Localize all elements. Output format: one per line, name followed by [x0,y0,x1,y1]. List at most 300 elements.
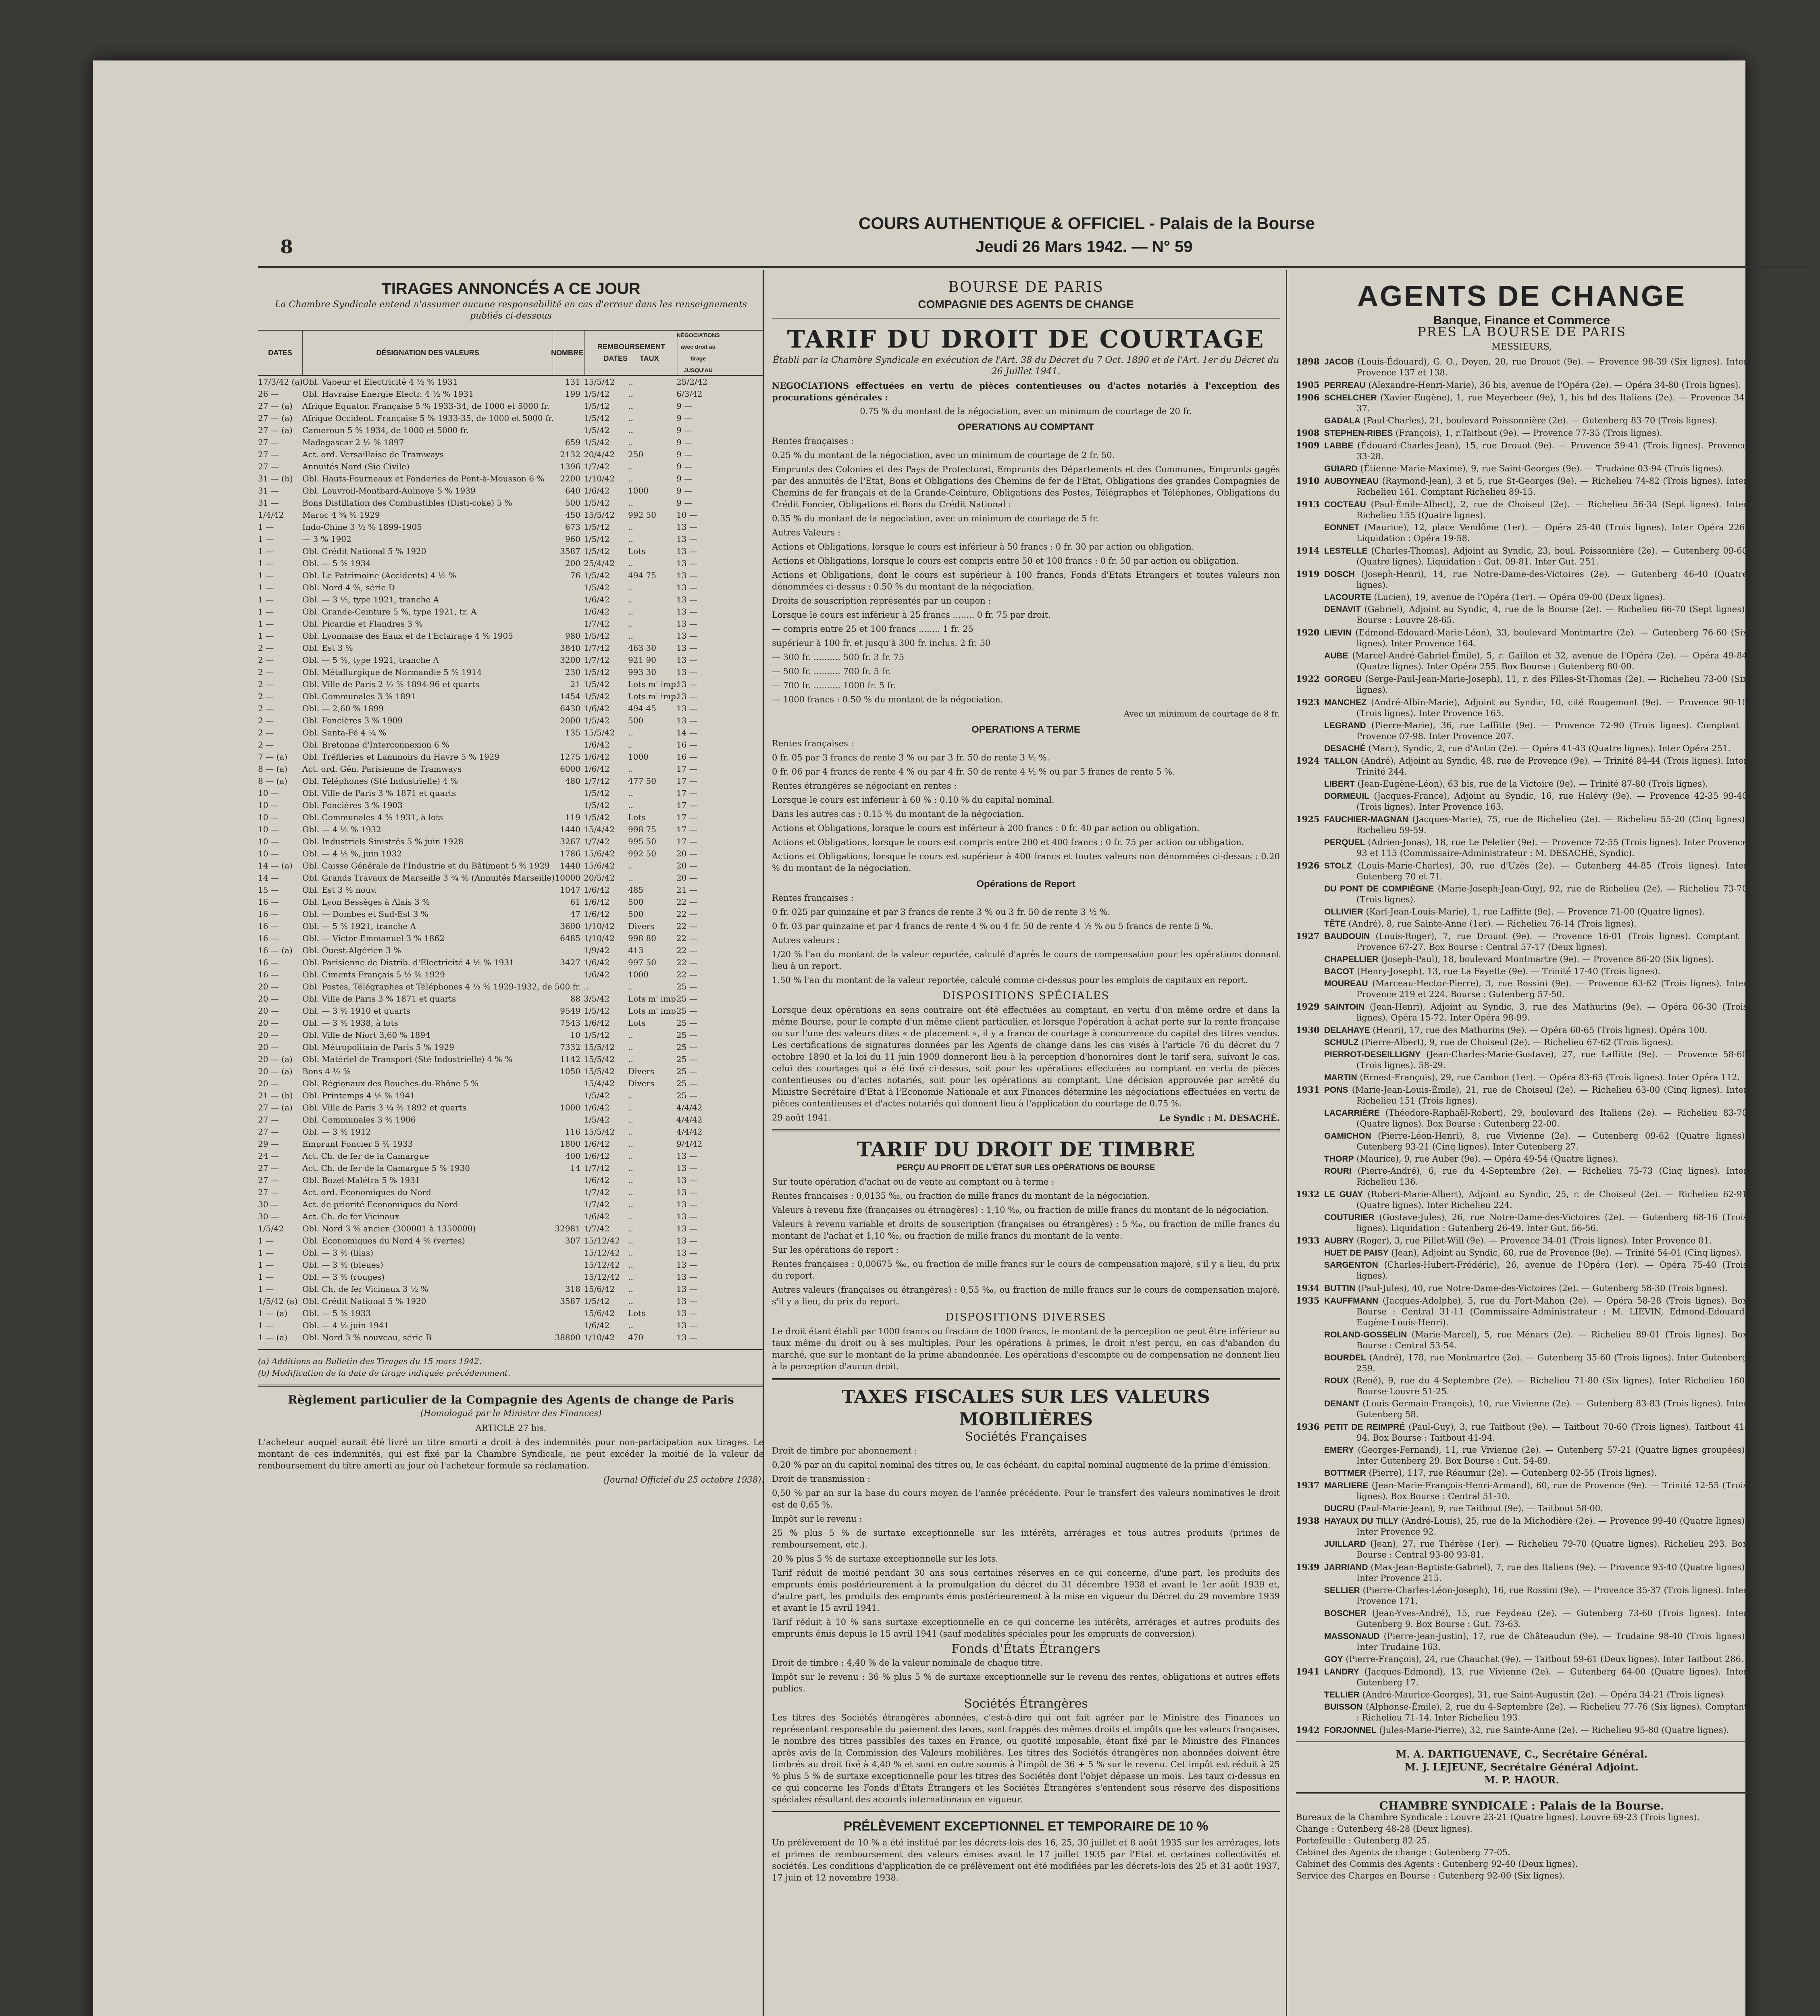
row-nombre [552,787,584,799]
row-negociation: 17 — [676,812,697,822]
row-taux: .. [628,1187,633,1197]
societes-fr-line: Droit de timbre par abonnement : [772,1446,917,1456]
agent-name: SARGENTON [1324,1260,1378,1270]
agent-name: PERREAU [1324,381,1366,390]
agent-name: MARLIERE [1324,1481,1369,1490]
row-nombre: 980 [565,631,580,641]
row-date: 16 — [258,958,279,967]
agent-info: (Pierre-Charles-Léon-Joseph), 16, rue Rossini (9e). — Provence 35-37 (Trois lignes). Inter Provence 171. [1356,1585,1747,1606]
agent-info: (Joseph-Paul), 18, boulevard Montmartre (9e). — Provence 86-20 (Six lignes). [1381,954,1714,964]
agent-name: ROURI [1324,1166,1352,1176]
row-nombre [552,400,584,412]
table-row [258,835,764,848]
row-date: 1 — [258,631,274,641]
comptant-line: — 500 fr. .......... 700 fr. 5 fr. [772,666,891,676]
agent-name: BOURDEL [1324,1353,1366,1362]
agent-entry [1296,1248,1747,1258]
row-date: 10 — [258,825,279,834]
row-taux: .. [628,1054,633,1064]
row-designation: Obl. Louvroil-Montbard-Aulnoye 5 % 1939 [302,486,476,496]
row-designation: Bons 4 ½ % [302,1066,351,1076]
agent-name: LIEVIN [1324,628,1352,637]
table-row [258,557,764,569]
report-line: Autres valeurs : [772,935,840,945]
agent-year: 1935 [1296,1295,1320,1306]
row-date: 17/3/42 (a) [258,377,303,387]
agent-year: 1930 [1296,1025,1320,1035]
row-designation: Obl. — Dombes et Sud-Est 3 % [302,909,428,919]
agent-info: (Georges-Fernand), 11, rue Vivienne (2e). — Gutenberg 57-21 (Quatre lignes groupées). Inter Gutenberg 29. Box Bourse : Gut. 54-89. [1356,1445,1747,1466]
row-designation: Afrique Equator. Française 5 % 1933-34, de 1000 et 5000 fr. [302,401,550,411]
chambre-line: Bureaux de la Chambre Syndicale : Louvre 23-21 (Quatre lignes). Louvre 69-23 (Trois lignes). [1296,1812,1700,1822]
agent-name: LABBE [1324,441,1354,450]
row-rembours-date: 1/5/42 [584,425,610,435]
timbre-line: Rentes françaises : 0,00675 ‰, ou fraction de mille francs sur le cours de compensation majoré, s'il y a lieu, du prix du report. [772,1259,1280,1281]
agent-year: 1941 [1296,1666,1320,1677]
agent-info: (Paul-Jules), 40, rue Notre-Dame-des-Victoires (2e). — Gutenberg 58-30 (Trois lignes). [1358,1283,1728,1293]
agent-entry [1296,650,1747,672]
row-negociation: 16 — [676,752,697,762]
row-rembours-date: 1/6/42 [584,486,610,496]
row-designation: Obl. Lyon Bessèges à Alais 3 % [302,897,430,907]
agent-info: (Pierre-Albert), 9, rue de Choiseul (2e). — Richelieu 67-62 (Trois lignes). [1361,1037,1673,1047]
row-rembours-date: 1/5/42 [584,534,610,544]
row-rembours-date: 1/7/42 [584,655,610,665]
agent-year: 1908 [1296,428,1320,438]
row-designation: Obl. — 5 % 1934 [302,558,371,568]
row-designation: Obl. Nord 4 %, série D [302,583,395,592]
row-taux: .. [628,1236,633,1245]
row-designation: Obl. Lyonnaise des Eaux et de l'Eclairage 4 % 1905 [302,631,513,641]
row-date: 30 — [258,1200,279,1209]
row-date: 20 — [258,1042,279,1052]
row-designation: Cameroun 5 % 1934, de 1000 et 5000 fr. [302,425,469,435]
row-date: 26 — [258,389,279,399]
agent-info: (Jacques-Adolphe), 5, rue du Fort-Mahon (2e). — Opéra 58-28 (Trois lignes). Box Bourse : Central 31-11 (Commissaire-Administrateur : M. LIEVIN, Edmond-Edouard-Eugène-Louis-Henri). [1356,1296,1747,1327]
row-rembours-date: 1/7/42 [584,1163,610,1173]
report-text [772,892,1280,986]
header-rule [258,266,1810,268]
row-designation: Act. Ch. de fer de la Camargue 5 % 1930 [302,1163,470,1173]
row-negociation: 13 — [676,1260,697,1270]
table-row [258,1283,764,1295]
row-date: 16 — [258,970,279,979]
table-row [258,1138,764,1150]
agent-entry [1296,1283,1747,1294]
agent-entry [1296,755,1747,777]
row-nombre: 1800 [560,1139,580,1149]
agent-name: STOLZ [1324,861,1352,871]
row-date: 20 — [258,994,279,1004]
row-date: 31 — (b) [258,474,293,483]
chambre-line: Change : Gutenberg 48-28 (Deux lignes). [1296,1824,1473,1834]
note-b: (b) Modification de la date de tirage indiquée précédemment. [258,1368,511,1378]
row-nombre: 131 [565,377,580,387]
agent-year: 1942 [1296,1725,1320,1735]
article-text: L'acheteur auquel aurait été livré un titre amorti a droit à des indemnités pour non-participation aux tirages. Le montant de ces indemnités, qui est fixé par la Chambre Syndicale, ne peut excéder la moitié de la valeur de remboursement du titre amorti au jour où l'acheteur formule sa réclamation. [258,1437,764,1470]
row-date: 2 — [258,740,274,750]
agent-year: 1914 [1296,546,1320,556]
agent-name: BUTTIN [1324,1284,1355,1293]
agent-entry [1296,1072,1747,1083]
agent-entry [1296,1515,1747,1537]
row-designation: Obl. Grands Travaux de Marseille 3 ¾ % (Annuités Marseille) [302,873,555,883]
row-rembours-date: 1/5/42 [584,546,610,556]
col-dates: DATES [258,331,303,375]
row-date: 27 — [258,1163,279,1173]
row-designation: Obl. Industriels Sinistrés 5 % juin 1928 [302,837,464,846]
agent-info: (Jean-Charles-Marie-Gustave), 27, rue Laffitte (9e). — Provence 58-60 (Trois lignes). 58-29. [1356,1050,1747,1070]
row-taux: .. [628,873,633,883]
row-negociation: 20 — [676,861,697,871]
table-row [258,944,764,956]
row-taux: .. [628,1151,633,1161]
row-date: 20 — [258,1006,279,1016]
row-date: 27 — [258,450,279,459]
agent-info: (Max-Jean-Baptiste-Gabriel), 7, rue des Italiens (9e). — Provence 93-40 (Quatre lignes). Inter Provence 215. [1356,1562,1747,1583]
societes-fr-line: 20 % plus 5 % de surtaxe exceptionnelle sur les lots. [772,1554,998,1564]
row-rembours-date: 15/5/42 [584,1054,615,1064]
row-date: 27 — [258,437,279,447]
row-taux: .. [628,1212,633,1221]
row-rembours-date: 1/5/42 [584,522,610,532]
row-negociation: 13 — [676,583,697,592]
agent-info: (Xavier-Eugène), 1, rue Meyerbeer (9e), 1, bis bd des Italiens (2e). — Provence 34-37. [1356,393,1747,413]
comptant-line: Actions et Obligations, lorsque le cours est inférieur à 50 francs : 0 fr. 30 par action ou obligation. [772,542,1194,552]
agent-info: (Louis-Édouard), G. O., Doyen, 20, rue Drouot (9e). — Provence 98-39 (Six lignes). Inter Provence 137 et 138. [1356,357,1747,377]
row-negociation: 17 — [676,800,697,810]
row-rembours-date: 1/5/42 [584,1006,610,1016]
agent-info: (Pierre), 117, rue Réaumur (2e). — Gutenberg 02-55 (Trois lignes). [1369,1468,1657,1478]
row-taux: 1000 [628,752,649,762]
agent-entry [1296,463,1747,474]
row-negociation: 13 — [676,558,697,568]
row-designation: Indo-Chine 3 ½ % 1899-1905 [302,522,422,532]
row-rembours-date: 1/6/42 [584,1103,610,1112]
dispositions-heading: DISPOSITIONS SPÉCIALES [942,990,1110,1002]
row-date: 27 — [258,1115,279,1125]
row-taux: .. [628,631,633,641]
row-designation: Obl. Tréfileries et Laminoirs du Havre 5 % 1929 [302,752,500,762]
terme-heading: OPERATIONS A TERME [971,724,1080,735]
agent-entry [1296,906,1747,917]
row-date: 10 — [258,800,279,810]
agent-year: 1922 [1296,674,1320,684]
agent-entry [1296,1468,1747,1479]
comptant-line: — 1000 francs : 0.50 % du montant de la négociation. [772,695,1003,704]
row-date: 1 — [258,583,274,592]
agent-year: 1909 [1296,440,1320,450]
agent-info: (Charles-Thomas), Adjoint au Syndic, 23, boul. Poissonnière (2e). — Gutenberg 09-60 (Quatre lignes). Liquidation : Gut. 09-81. Inter Gut. 251. [1356,546,1747,566]
row-rembours-date: 1/6/42 [584,704,610,713]
row-designation: Obl. — 5 % 1933 [302,1308,371,1318]
row-taux: .. [628,474,633,483]
row-designation: Obl. Bretonne d'Interconnexion 6 % [302,740,449,750]
agent-year: 1934 [1296,1283,1320,1293]
row-negociation: 22 — [676,909,697,919]
table-row [258,690,764,702]
row-date: 27 — [258,1127,279,1137]
row-taux: .. [628,1127,633,1137]
agent-entry [1296,720,1747,742]
row-rembours-date: 15/4/42 [584,825,615,834]
col-designation: DÉSIGNATION DES VALEURS [303,331,553,375]
agent-year: 1939 [1296,1562,1320,1572]
table-row [258,1198,764,1210]
agent-info: (Marie-Jean-Louis-Émile), 21, rue de Choiseul (2e). — Richelieu 63-00 (Cinq lignes). Inter Richelieu 151 (Trois lignes). [1352,1085,1747,1106]
row-rembours-date: 1/5/42 [584,667,610,677]
table-row [258,751,764,763]
row-designation: Act. ord. Versaillaise de Tramways [302,450,444,459]
comptant-line: Emprunts des Colonies et des Pays de Protectorat, Emprunts des Départements et des Communes, Emprunts gagés par des annuités de l'Etat, Bons et Obligations des Chemins de fer de l'Etat, Obligations des grandes Compagnies de Chemins de fer français et de la Grande-Ceinture, Obligations des Postes, Télégraphes et Téléphones, Obligations du Crédit Foncier, Obligations et Bons du Crédit National : [772,464,1280,509]
row-negociation: 17 — [676,788,697,798]
agent-entry [1296,1480,1747,1502]
agent-name: PETIT DE REIMPRÉ [1324,1422,1405,1432]
row-taux: 413 [628,946,644,955]
row-taux: .. [628,1296,633,1306]
row-nombre: 3200 [560,655,580,665]
row-rembours-date: 1/5/42 [584,788,610,798]
agent-info: (Jacques-Marie), 75, rue de Richelieu (2e). — Richelieu 55-20 (Cinq lignes). Richelieu 59-59. [1356,814,1747,835]
table-row [258,1223,764,1235]
row-taux: .. [628,607,633,616]
row-taux: Lots [628,1018,646,1028]
row-designation: Obl. Foncières 3 % 1903 [302,800,403,810]
row-nombre: 500 [565,498,580,508]
row-taux: .. [628,1163,633,1173]
table-row [258,497,764,509]
courtage-subtitle: Établi par la Chambre Syndicale en exécution de l'Art. 38 du Décret du 7 Oct. 1890 et de l'Art. 1er du Décret du 26 Juillet 1941. [772,355,1279,377]
article-source: (Journal Officiel du 25 octobre 1938). [603,1475,764,1485]
comptant-line: Actions et Obligations, dont le cours est supérieur à 100 francs, Fonds d'Etats Etrangers et toutes valeurs non dénommées ci-dessus : 0.50 % du montant de la négociation. [772,570,1280,591]
row-date: 27 — [258,1175,279,1185]
row-taux: 500 [628,909,644,919]
row-rembours-date: 1/6/42 [584,764,610,774]
row-negociation: 13 — [676,1236,697,1245]
agent-info: (Louis-Germain-François), 10, rue Vivienne (2e). — Gutenberg 83-83 (Trois lignes). Inter Gutenberg 58. [1356,1399,1747,1419]
comptant-line: Lorsque le cours est inférieur à 25 francs ........ 0 fr. 75 par droit. [772,610,1051,620]
row-nombre: 3587 [560,546,580,556]
agents-column [1296,278,1747,2016]
comptant-text [772,435,1280,706]
agent-name: EMERY [1324,1445,1354,1455]
agent-name: HAYAUX DU TILLY [1324,1516,1399,1526]
agent-name: LACARRIÈRE [1324,1108,1380,1118]
row-designation: Obl. — 4 ½ %, juin 1932 [302,849,402,858]
row-nombre: 6000 [560,764,580,774]
row-nombre: 61 [570,897,580,907]
row-designation: Annuités Nord (Sie Civile) [302,462,410,471]
agent-entry [1296,791,1747,812]
row-designation: Obl. Matériel de Transport (Sté Industrielle) 4 % % [302,1054,513,1064]
table-row [258,1271,764,1283]
row-negociation: 9 — [676,425,693,435]
row-rembours-date: 15/5/42 [584,1066,615,1076]
row-rembours-date: 1/5/42 [584,1115,610,1125]
agent-name: SCHULZ [1324,1038,1359,1047]
row-date: 14 — (a) [258,861,293,871]
row-designation: Obl. — 3 % 1912 [302,1127,371,1137]
row-rembours-date: 1/5/42 [584,631,610,641]
row-nombre: 3587 [560,1296,580,1306]
row-designation: Obl. — 5 % 1921, tranche A [302,921,416,931]
row-taux: .. [628,788,633,798]
row-designation: Obl. Santa-Fé 4 ¼ % [302,728,387,737]
agent-name: OLLIVIER [1324,907,1363,916]
row-negociation: 13 — [676,716,697,725]
row-designation: Obl. Parisienne de Distrib. d'Electricité 4 ½ % 1931 [302,958,514,967]
agent-entry [1296,1049,1747,1071]
row-rembours-date: 15/12/42 [584,1272,620,1282]
agent-name: COUTURIER [1324,1213,1375,1222]
table-row [258,654,764,666]
fonds-etr-heading: Fonds d'États Étrangers [951,1642,1100,1656]
table-row [258,666,764,678]
agent-name: DENANT [1324,1399,1360,1408]
row-rembours-date: 1/6/42 [584,1139,610,1149]
row-designation: Obl. Ville de Niort 3,60 % 1894 [302,1030,431,1040]
agent-info: (Pierre-Jean-Justin), 17, rue de Châteaudun (9e). — Trudaine 98-40 (Trois lignes). Inter Trudaine 163. [1356,1631,1747,1652]
row-taux: 998 75 [628,825,656,834]
row-nombre: 21 [570,679,580,689]
row-rembours-date: 1/10/42 [584,474,615,483]
row-rembours-date: 3/5/42 [584,994,610,1004]
agent-entry [1296,1212,1747,1234]
chambre-line: Cabinet des Agents de change : Gutenberg 77-05. [1296,1847,1510,1857]
table-row [258,630,764,642]
row-nombre: 640 [565,486,580,496]
row-designation: Obl. Ciments Français 5 ½ % 1929 [302,970,445,979]
agent-entry [1296,1329,1747,1351]
row-rembours-date: 1/5/42 [584,401,610,411]
row-taux: Lots m' imp. [628,1006,679,1016]
row-date: 16 — [258,933,279,943]
row-taux: Divers [628,921,655,931]
diverses-text: Le droit étant établi par 1000 francs ou fraction de 1000 francs, le montant de la perception ne peut être inférieur au taux même du droit ou à ses multiples. Pour les opérations à primes, le droit n'est perçu, en cas d'abandon du marché, que sur le montant de la prime abandonnée. Les opérations d'escompte ou de compensation ne donnent lieu à la perception d'aucun droit. [772,1327,1280,1371]
row-taux: 500 [628,897,644,907]
row-designation: Obl. Havraise Energie Electr. 4 ½ % 1931 [302,389,474,399]
agent-entry [1296,356,1747,378]
agent-entry [1296,569,1747,591]
agent-name: DORMEUIL [1324,791,1369,801]
row-date: 1 — [258,558,274,568]
row-rembours-date: 1/10/42 [584,933,615,943]
row-rembours-date: 1/6/42 [584,885,610,895]
agent-info: (Jean-Eugène-Léon), 63 bis, rue de la Victoire (9e). — Trinité 87-80 (Trois lignes). [1357,779,1708,789]
row-rembours-date: 1/7/42 [584,1224,610,1233]
societes-fr-heading: Sociétés Françaises [965,1430,1087,1444]
row-nombre [552,1077,584,1089]
table-row [258,1235,764,1247]
agent-info: (André-Albin-Marie), Adjoint au Syndic, 10, cité Rougemont (9e). — Provence 90-10 (Trois lignes). Inter Provence 165. [1356,698,1747,718]
row-nombre [552,581,584,594]
agent-info: (Alexandre-Henri-Marie), 36 bis, avenue de l'Opéra (2e). — Opéra 34-80 (Trois lignes). [1368,380,1741,390]
tirages-table-header [258,330,764,376]
timbre-line: Sur toute opération d'achat ou de vente au comptant ou à terme : [772,1177,1055,1187]
row-nombre [552,944,584,956]
agents-list [1296,356,1747,1736]
table-row [258,1077,764,1089]
row-nombre [552,739,584,751]
row-taux: .. [628,425,633,435]
row-negociation: 17 — [676,825,697,834]
agent-name: LIBERT [1324,779,1355,789]
row-date: 1/5/42 [258,1224,284,1233]
row-taux: .. [628,1139,633,1149]
row-rembours-date: 1/6/42 [584,958,610,967]
row-designation: Madagascar 2 ½ % 1897 [302,437,404,447]
row-taux: .. [628,522,633,532]
row-taux: 992 50 [628,510,656,520]
row-negociation: 25 — [676,1091,697,1100]
compagnie-title: COMPAGNIE DES AGENTS DE CHANGE [918,298,1134,310]
agent-info: (Maurice), 12, place Vendôme (1er). — Opéra 25-40 (Trois lignes). Inter Opéra 226. Liquidation : Opéra 19-58. [1356,523,1747,543]
agent-info: (Maurice), 9, rue Auber (9e). — Opéra 49-54 (Quatre lignes). [1356,1154,1618,1164]
row-rembours-date: 1/6/42 [584,1175,610,1185]
agent-name: PIERROT-DESEILLIGNY [1324,1050,1421,1059]
agent-entry [1296,1608,1747,1630]
row-date: 20 — [258,982,279,991]
row-negociation: 25 — [676,994,697,1004]
agent-name: JARRIAND [1324,1563,1368,1572]
table-row [258,1186,764,1198]
table-row [258,1053,764,1065]
row-designation: Obl. Picardie et Flandres 3 % [302,619,423,629]
agent-entry [1296,978,1747,1000]
table-row [258,908,764,920]
row-negociation: 25 — [676,1066,697,1076]
agent-info: (Marie-Joseph-Jean-Guy), 92, rue de Richelieu (2e). — Richelieu 73-70 (Trois lignes). [1356,884,1747,904]
row-nombre [552,1259,584,1271]
agent-entry [1296,1421,1747,1443]
row-taux: .. [628,728,633,737]
row-taux: .. [628,1284,633,1294]
agent-name: TALLON [1324,756,1358,766]
agent-name: ROLAND-GOSSELIN [1324,1330,1407,1339]
agent-name: TÊTE [1324,919,1346,929]
agent-info: (Jean), Adjoint au Syndic, 60, rue de Provence (9e). — Trinité 54-01 (Cinq lignes). [1391,1248,1742,1258]
table-row [258,702,764,714]
row-date: 2 — [258,716,274,725]
row-nombre: 9549 [560,1006,580,1016]
row-taux: .. [628,1042,633,1052]
row-rembours-date: 15/5/42 [584,377,615,387]
row-nombre: 32981 [555,1224,580,1233]
row-date: 1 — (a) [258,1333,287,1342]
row-designation: Obl. — 4 ½ % 1932 [302,825,381,834]
row-nombre: 6485 [560,933,580,943]
agent-entry [1296,1108,1747,1129]
comptant-line: 0.35 % du montant de la négociation, avec un minimum de courtage de 5 fr. [772,514,1099,523]
row-date: 20 — [258,1030,279,1040]
row-rembours-date: 25/4/42 [584,558,615,568]
row-nombre: 47 [570,909,580,919]
col-nombre: NOMBRE [553,331,585,375]
agent-info: (André), 8, rue Sainte-Anne (1er). — Richelieu 76-14 (Trois lignes). [1348,919,1637,929]
prelevement-title: PRÉLÈVEMENT EXCEPTIONNEL ET TEMPORAIRE DE 10 % [843,1819,1208,1833]
row-rembours-date: 15/6/42 [584,1284,615,1294]
row-date: 1 — [258,1272,274,1282]
row-negociation: 22 — [676,897,697,907]
row-nombre: 14 [570,1163,580,1173]
row-date: 27 — [258,1187,279,1197]
agent-entry [1296,1689,1747,1700]
row-designation: Obl. Crédit National 5 % 1920 [302,1296,426,1306]
row-designation: Obl. — 2,60 % 1899 [302,704,384,713]
agent-entry [1296,1654,1747,1665]
agent-entry [1296,1189,1747,1211]
row-taux: 997 50 [628,958,656,967]
